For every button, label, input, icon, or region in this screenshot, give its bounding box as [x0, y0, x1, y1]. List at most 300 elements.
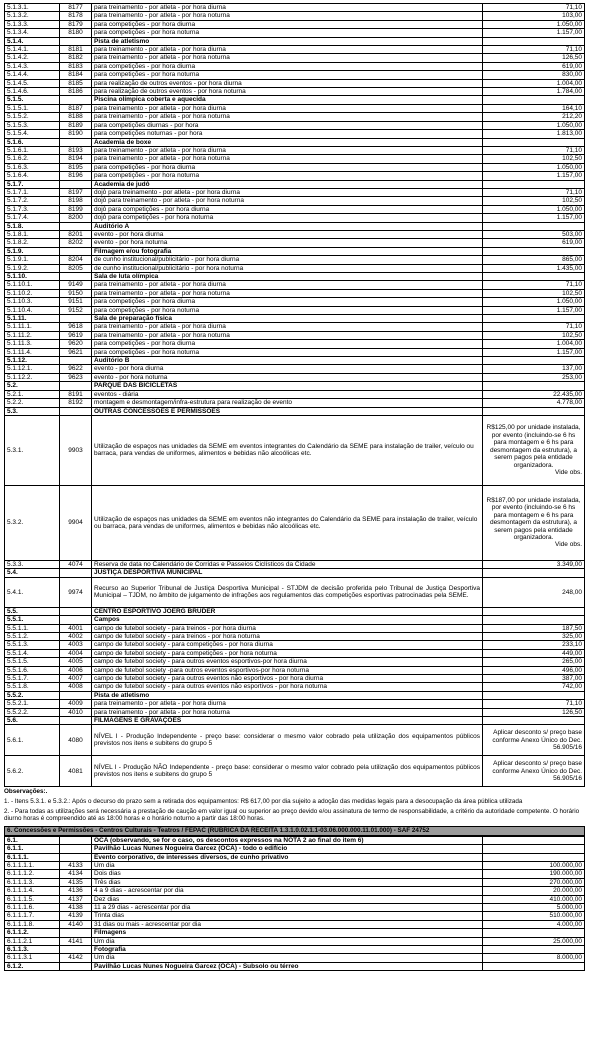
value [483, 616, 585, 624]
table-row [5, 4, 585, 12]
value: 830,00 [483, 71, 585, 79]
code: 9150 [60, 289, 92, 297]
observations-title: Observações:. [4, 788, 48, 796]
table-row [5, 373, 585, 381]
code: 4142 [60, 954, 92, 962]
item-number: 5.1.11.4. [5, 348, 60, 356]
value: 164,10 [483, 104, 585, 112]
code: 8195 [60, 163, 92, 171]
description: para treinamento - por atleta - por hora noturna [92, 331, 483, 339]
table-row [5, 222, 585, 230]
item-number: 5.1.3.3. [5, 20, 60, 28]
vide-obs: Vide obs. [555, 468, 582, 476]
value: 71,10 [483, 46, 585, 54]
value-text: R$125,00 por unidade instalada, por evento (incluindo-se 6 hs para montagem e 6 hs para desmontagem da estrutura), a serem pagos pela entidade organizadora. [486, 424, 581, 469]
value: 1.157,00 [483, 348, 585, 356]
code: 9149 [60, 281, 92, 289]
code: 4008 [60, 683, 92, 691]
value: 387,00 [483, 674, 585, 682]
value: 1.157,00 [483, 306, 585, 314]
description: para treinamento - por atleta - por hora diurna [92, 700, 483, 708]
description: Piscina olímpica coberta e aquecida [92, 96, 483, 104]
value: 1.050,00 [483, 20, 585, 28]
value: 187,50 [483, 624, 585, 632]
value: 619,00 [483, 239, 585, 247]
description: campo de futebol society - para competições - por hora noturna [92, 649, 483, 657]
table-row [5, 281, 585, 289]
item-number: 5.5. [5, 607, 60, 615]
code: 8182 [60, 54, 92, 62]
item-number: 5.1.11. [5, 315, 60, 323]
table-row [5, 756, 585, 787]
value: 25.000,00 [483, 937, 585, 945]
value: 1.813,00 [483, 130, 585, 138]
table-row [5, 870, 585, 878]
item-number: 5.5.2.1. [5, 700, 60, 708]
item-number: 5.1.4. [5, 37, 60, 45]
value-text: R$187,00 por unidade instalada, por evento (incluindo-se 6 hs para montagem e 6 hs para desmontagem da estrutura), a serem pagos pela entidade organizadora. [486, 496, 581, 542]
code [60, 607, 92, 615]
item-number: 5.5.2. [5, 691, 60, 699]
code: 8178 [60, 12, 92, 20]
code: 4003 [60, 641, 92, 649]
description: para treinamento - por atleta - por hora diurna [92, 46, 483, 54]
table-row [5, 365, 585, 373]
description: para competições - por hora noturna [92, 172, 483, 180]
table-body-5-6 [5, 725, 585, 787]
table-row [5, 399, 585, 407]
code: 8183 [60, 62, 92, 70]
description: para competições - por hora diurna [92, 340, 483, 348]
value [483, 845, 585, 853]
description: para treinamento - por atleta - por hora diurna [92, 281, 483, 289]
description: eventos - diária [92, 390, 483, 398]
description: FILMAGENS E GRAVAÇÕES [92, 717, 483, 725]
description: campo de futebol society - para outros eventos não esportivos - por hora noturna [92, 683, 483, 691]
description: 4 a 9 dias - acrescentar por dia [92, 887, 483, 895]
item-number: 5.1.3.4. [5, 29, 60, 37]
table-row [5, 130, 585, 138]
table-row [5, 104, 585, 112]
description: de cunho institucional/publicitário - por hora diurna [92, 256, 483, 264]
item-number: 5.1.7.2. [5, 197, 60, 205]
description: Um dia [92, 862, 483, 870]
code [60, 37, 92, 45]
description: para treinamento - por atleta - por hora diurna [92, 104, 483, 112]
code [60, 247, 92, 255]
table-row [5, 632, 585, 640]
table-row [5, 256, 585, 264]
value: 496,00 [483, 666, 585, 674]
value: 865,00 [483, 256, 585, 264]
item-number: 5.1.8. [5, 222, 60, 230]
value [483, 273, 585, 281]
value: 71,10 [483, 188, 585, 196]
item-number: 6.1.1.3. [5, 946, 60, 954]
table-row [5, 247, 585, 255]
observation-2: 2. - Para todas as utilizações será necessária a prestação de caução em valor igual ou superior ao preço devido e/ou assinatura de termo de responsabilidade, a critério da autoridade competente. O horário diurno horas é compreendido até as 18:00 horas e o horário noturno a partir das 18:00 horas. [4, 807, 580, 823]
description: OUTRAS CONCESSÕES E PERMISSÕES [92, 407, 483, 415]
item-number: 5.1.6.4. [5, 172, 60, 180]
code [60, 962, 92, 970]
code: 4002 [60, 632, 92, 640]
description: para treinamento - por atleta - por hora diurna [92, 4, 483, 12]
table-row [5, 649, 585, 657]
description: campo de futebol society - para treinos - por hora diurna [92, 624, 483, 632]
description: campo de futebol society - para outros eventos esportivos-por hora diurna [92, 658, 483, 666]
description: Dez dias [92, 895, 483, 903]
description: Utilização de espaços nas unidades da SEME em eventos não integrantes do Calendário da SEME para instalação de trailer, veículo ou barraca, para vendas de uniformes, alimentos e bebidas não alcoólicas etc. [92, 485, 483, 560]
code: 8191 [60, 390, 92, 398]
description: Recurso ao Superior Tribunal de Justiça Desportiva Municipal - STJDM de decisão proferida pelo Tribunal de Justiça Desportiva Municipal – TJDM, no âmbito de julgamento de infrações aos regulamentos das competições esportivas patrocinadas pela SEME. [92, 577, 483, 607]
item-number: 5.1.9.1. [5, 256, 60, 264]
item-number: 5.1.5. [5, 96, 60, 104]
value: 1.004,00 [483, 340, 585, 348]
description: Pavilhão Lucas Nunes Nogueira Garcez (OCA) - Subsolo ou térreo [92, 962, 483, 970]
table-row [5, 895, 585, 903]
description: 31 dias ou mais - acrescentar por dia [92, 920, 483, 928]
code: 8185 [60, 79, 92, 87]
item-number: 6.1. [5, 836, 60, 844]
code: 4074 [60, 560, 92, 568]
value: 20.000,00 [483, 887, 585, 895]
code [60, 222, 92, 230]
code: 8205 [60, 264, 92, 272]
description: campo de futebol society - para treinos - por hora noturna [92, 632, 483, 640]
item-number: 5.1.3.1. [5, 4, 60, 12]
code: 4081 [60, 756, 92, 787]
item-number: 6.1.1.1.6. [5, 904, 60, 912]
table-row [5, 264, 585, 272]
code: 4138 [60, 904, 92, 912]
code: 8188 [60, 113, 92, 121]
item-number: 5.5.1.8. [5, 683, 60, 691]
value: 1.050,00 [483, 205, 585, 213]
table-row [5, 172, 585, 180]
table-row [5, 407, 585, 415]
value [483, 717, 585, 725]
item-number: 5.1.5.2. [5, 113, 60, 121]
table-row [5, 683, 585, 691]
description: de cunho institucional/publicitário - por hora noturna [92, 264, 483, 272]
code [60, 929, 92, 937]
value: 1.004,00 [483, 79, 585, 87]
code [60, 691, 92, 699]
value [483, 836, 585, 844]
table-body-6 [5, 836, 585, 971]
table-row [5, 708, 585, 716]
value [483, 138, 585, 146]
code: 4001 [60, 624, 92, 632]
table-row [5, 700, 585, 708]
code: 8200 [60, 214, 92, 222]
item-number: 5.5.1.3. [5, 641, 60, 649]
item-number: 5.1.6. [5, 138, 60, 146]
description: Pista de atletismo [92, 691, 483, 699]
table-row [5, 348, 585, 356]
code [60, 845, 92, 853]
value: 71,10 [483, 146, 585, 154]
code: 8190 [60, 130, 92, 138]
item-number: 5.5.1. [5, 616, 60, 624]
description: CENTRO ESPORTIVO JOERG BRUDER [92, 607, 483, 615]
table-row [5, 954, 585, 962]
code [60, 717, 92, 725]
item-number: 5.1.8.1. [5, 230, 60, 238]
table-row [5, 315, 585, 323]
value: 619,00 [483, 62, 585, 70]
item-number: 5.1.4.4. [5, 71, 60, 79]
item-number: 5.1.7.3. [5, 205, 60, 213]
description: para competições - por hora noturna [92, 348, 483, 356]
code: 9622 [60, 365, 92, 373]
table-row [5, 569, 585, 577]
vide-obs: Vide obs. [555, 541, 582, 549]
table-row [5, 962, 585, 970]
table-row [5, 674, 585, 682]
description: Fotografia [92, 946, 483, 954]
code: 9621 [60, 348, 92, 356]
table-row [5, 298, 585, 306]
code: 9620 [60, 340, 92, 348]
value: 71,10 [483, 323, 585, 331]
description: campo de futebol society -para outros eventos esportivos-por hora noturna [92, 666, 483, 674]
description: Campos [92, 616, 483, 624]
description: NÍVEL I - Produção NÃO Independente - preço base: considerar o mesmo valor cobrado pela utilização dos equipamentos públicos previstos nos itens e subitens do grupo 5 [92, 756, 483, 787]
price-table-document [4, 3, 585, 971]
table-row [5, 163, 585, 171]
value [483, 691, 585, 699]
item-number: 5.3. [5, 407, 60, 415]
item-number: 6.1.1.2.1 [5, 937, 60, 945]
value: 102,50 [483, 331, 585, 339]
table-row [5, 946, 585, 954]
value: 71,10 [483, 281, 585, 289]
table-row [5, 323, 585, 331]
value: Aplicar desconto s/ preço base conforme Anexo Único do Dec. 56.905/16 [483, 756, 585, 787]
code: 8179 [60, 20, 92, 28]
description: JUSTIÇA DESPORTIVA MUNICIPAL [92, 569, 483, 577]
value: 253,00 [483, 373, 585, 381]
price-table-6 [4, 836, 585, 972]
value: 5.000,00 [483, 904, 585, 912]
description: Academia de boxe [92, 138, 483, 146]
description: Evento corporativo, de interesses diversos, de cunho privativo [92, 853, 483, 861]
code [60, 315, 92, 323]
description: para realização de outros eventos - por hora diurna [92, 79, 483, 87]
description: para treinamento - por atleta - por hora noturna [92, 54, 483, 62]
value: 1.157,00 [483, 172, 585, 180]
item-number: 5.1.10.2. [5, 289, 60, 297]
item-number: 6.1.1.3.1 [5, 954, 60, 962]
code: 4136 [60, 887, 92, 895]
table-row [5, 853, 585, 861]
description: montagem e desmontagem/infra-estrutura para realização de evento [92, 399, 483, 407]
table-row [5, 904, 585, 912]
item-number: 5.2.2. [5, 399, 60, 407]
code: 4140 [60, 920, 92, 928]
table-row [5, 331, 585, 339]
description: Sala de luta olímpica [92, 273, 483, 281]
item-number: 5.1.6.1. [5, 146, 60, 154]
code [60, 180, 92, 188]
description: evento - por hora diurna [92, 365, 483, 373]
item-number: 5.5.2.2. [5, 708, 60, 716]
table-row [5, 62, 585, 70]
item-number: 5.5.1.5. [5, 658, 60, 666]
table-row [5, 71, 585, 79]
description: para treinamento - por atleta - por hora noturna [92, 12, 483, 20]
value: 1.050,00 [483, 121, 585, 129]
code: 4133 [60, 862, 92, 870]
item-number: 6.1.1.2. [5, 929, 60, 937]
table-row [5, 79, 585, 87]
table-row [5, 289, 585, 297]
item-number: 5.1.7.1. [5, 188, 60, 196]
code: 4010 [60, 708, 92, 716]
code: 9904 [60, 485, 92, 560]
table-row [5, 836, 585, 844]
table-row [5, 616, 585, 624]
table-row [5, 230, 585, 238]
code: 8194 [60, 155, 92, 163]
item-number: 5.1.6.3. [5, 163, 60, 171]
code [60, 382, 92, 390]
description: para treinamento - por atleta - por hora diurna [92, 146, 483, 154]
table-row [5, 691, 585, 699]
code: 4080 [60, 725, 92, 756]
description: Um dia [92, 937, 483, 945]
table-body-5-5 [5, 607, 585, 725]
table-row [5, 382, 585, 390]
value: 270.000,00 [483, 878, 585, 886]
value: 100.000,00 [483, 862, 585, 870]
table-row [5, 273, 585, 281]
item-number: 6.1.1.1.8. [5, 920, 60, 928]
value [483, 853, 585, 861]
table-row [5, 20, 585, 28]
code [60, 357, 92, 365]
value [483, 382, 585, 390]
item-number: 5.6. [5, 717, 60, 725]
description: para realização de outros eventos - por hora noturna [92, 88, 483, 96]
description: para competições - por hora diurna [92, 298, 483, 306]
item-number: 5.1.4.6. [5, 88, 60, 96]
value [483, 180, 585, 188]
value: Aplicar desconto s/ preço base conforme Anexo Único do Dec. 56.905/16 [483, 725, 585, 756]
item-number: 6.1.2. [5, 962, 60, 970]
table-row [5, 146, 585, 154]
description: Pavilhão Lucas Nunes Nogueira Garcez (OCA) - todo o edifício [92, 845, 483, 853]
description: NÍVEL I - Produção Independente - preço base: considerar o mesmo valor cobrado pela utilização dos equipamentos públicos previstos nos itens e subitens do grupo 5 [92, 725, 483, 756]
value [483, 569, 585, 577]
item-number: 5.5.1.7. [5, 674, 60, 682]
table-row [5, 357, 585, 365]
value: 1.050,00 [483, 163, 585, 171]
description: Auditório B [92, 357, 483, 365]
description: Reserva de data no Calendário de Corridas e Passeios Ciclísticos da Cidade [92, 560, 483, 568]
table-row [5, 658, 585, 666]
value: 103,00 [483, 12, 585, 20]
description: para competições diurnas - por hora [92, 121, 483, 129]
description: para competições - por hora noturna [92, 306, 483, 314]
item-number: 5.1.11.3. [5, 340, 60, 348]
item-number: 5.5.1.2. [5, 632, 60, 640]
observation-1: 1. - Itens 5.3.1. e 5.3.2.: Após o decurso do prazo sem a retirada dos equipamentos: R$ 617,00 por dia sujeito a adoção das medidas legais para a desocupação da área pública utilizada [4, 798, 523, 805]
description: Filmagens [92, 929, 483, 937]
description: para competições - por hora noturna [92, 71, 483, 79]
description: para competições - por hora diurna [92, 163, 483, 171]
value: 102,50 [483, 289, 585, 297]
description: Trinta dias [92, 912, 483, 920]
code [60, 853, 92, 861]
code: 8189 [60, 121, 92, 129]
table-row [5, 560, 585, 568]
code: 9619 [60, 331, 92, 339]
item-number: 6.1.1. [5, 845, 60, 853]
value: 126,50 [483, 54, 585, 62]
code [60, 96, 92, 104]
value [483, 929, 585, 937]
description: para competições - por hora diurna [92, 20, 483, 28]
item-number: 5.1.6.2. [5, 155, 60, 163]
item-number: 5.1.5.4. [5, 130, 60, 138]
item-number: 5.1.7.4. [5, 214, 60, 222]
table-row [5, 214, 585, 222]
code [60, 616, 92, 624]
value: 102,50 [483, 197, 585, 205]
description: Três dias [92, 878, 483, 886]
code: 9974 [60, 577, 92, 607]
item-number: 5.1.12. [5, 357, 60, 365]
table-row [5, 666, 585, 674]
table-row [5, 205, 585, 213]
table-row [5, 717, 585, 725]
table-row [5, 12, 585, 20]
item-number: 5.1.11.2. [5, 331, 60, 339]
value [483, 37, 585, 45]
table-row [5, 929, 585, 937]
code: 8192 [60, 399, 92, 407]
item-number: 6.1.1.1.5. [5, 895, 60, 903]
description: PARQUE DAS BICICLETAS [92, 382, 483, 390]
item-number: 5.5.1.1. [5, 624, 60, 632]
table-row [5, 485, 585, 560]
code [60, 946, 92, 954]
code: 8193 [60, 146, 92, 154]
item-number: 5.1.4.3. [5, 62, 60, 70]
item-number: 6.1.1.1.2. [5, 870, 60, 878]
item-number: 6.1.1.1. [5, 853, 60, 861]
table-row [5, 912, 585, 920]
description: para treinamento - por atleta - por hora noturna [92, 289, 483, 297]
item-number: 5.1.7. [5, 180, 60, 188]
description: 11 a 29 dias - acrescentar por dia [92, 904, 483, 912]
code: 4141 [60, 937, 92, 945]
value: 248,00 [483, 577, 585, 607]
code: 8198 [60, 197, 92, 205]
value [483, 407, 585, 415]
value: 8.000,00 [483, 954, 585, 962]
table-row [5, 155, 585, 163]
description: Filmagem e/ou fotografia [92, 247, 483, 255]
item-number: 5.1.12.1. [5, 365, 60, 373]
value: 22.435,00 [483, 390, 585, 398]
table-row [5, 88, 585, 96]
description: para treinamento - por atleta - por hora noturna [92, 708, 483, 716]
table-row [5, 54, 585, 62]
code: 8180 [60, 29, 92, 37]
